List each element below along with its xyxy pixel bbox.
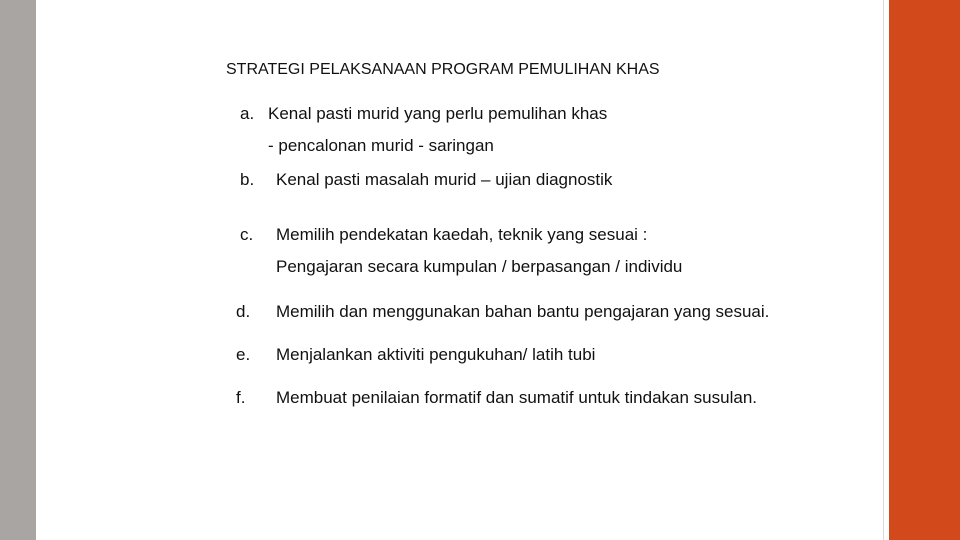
item-d-text: Memilih dan menggunakan bahan bantu pengajaran yang sesuai.	[276, 302, 770, 321]
item-d-marker: d.	[236, 302, 251, 321]
item-c-marker: c.	[240, 225, 254, 244]
item-f-marker: f.	[236, 388, 246, 407]
item-e-text: Menjalankan aktiviti pengukuhan/ latih tubi	[276, 345, 596, 364]
slide-title: STRATEGI PELAKSANAAN PROGRAM PEMULIHAN KHAS	[226, 61, 660, 78]
item-c-text: Memilih pendekatan kaedah, teknik yang sesuai :	[276, 225, 648, 244]
item-b-marker: b.	[240, 170, 255, 189]
item-b-text: Kenal pasti masalah murid – ujian diagnostik	[276, 170, 613, 189]
item-a-subtext: - pencalonan murid - saringan	[268, 136, 494, 155]
item-a-marker: a.	[240, 104, 255, 123]
item-e-marker: e.	[236, 345, 251, 364]
item-f-text: Membuat penilaian formatif dan sumatif untuk tindakan susulan.	[276, 388, 757, 407]
item-c-subtext: Pengajaran secara kumpulan / berpasangan / individu	[276, 257, 683, 276]
item-a-text: Kenal pasti murid yang perlu pemulihan khas	[268, 104, 608, 123]
